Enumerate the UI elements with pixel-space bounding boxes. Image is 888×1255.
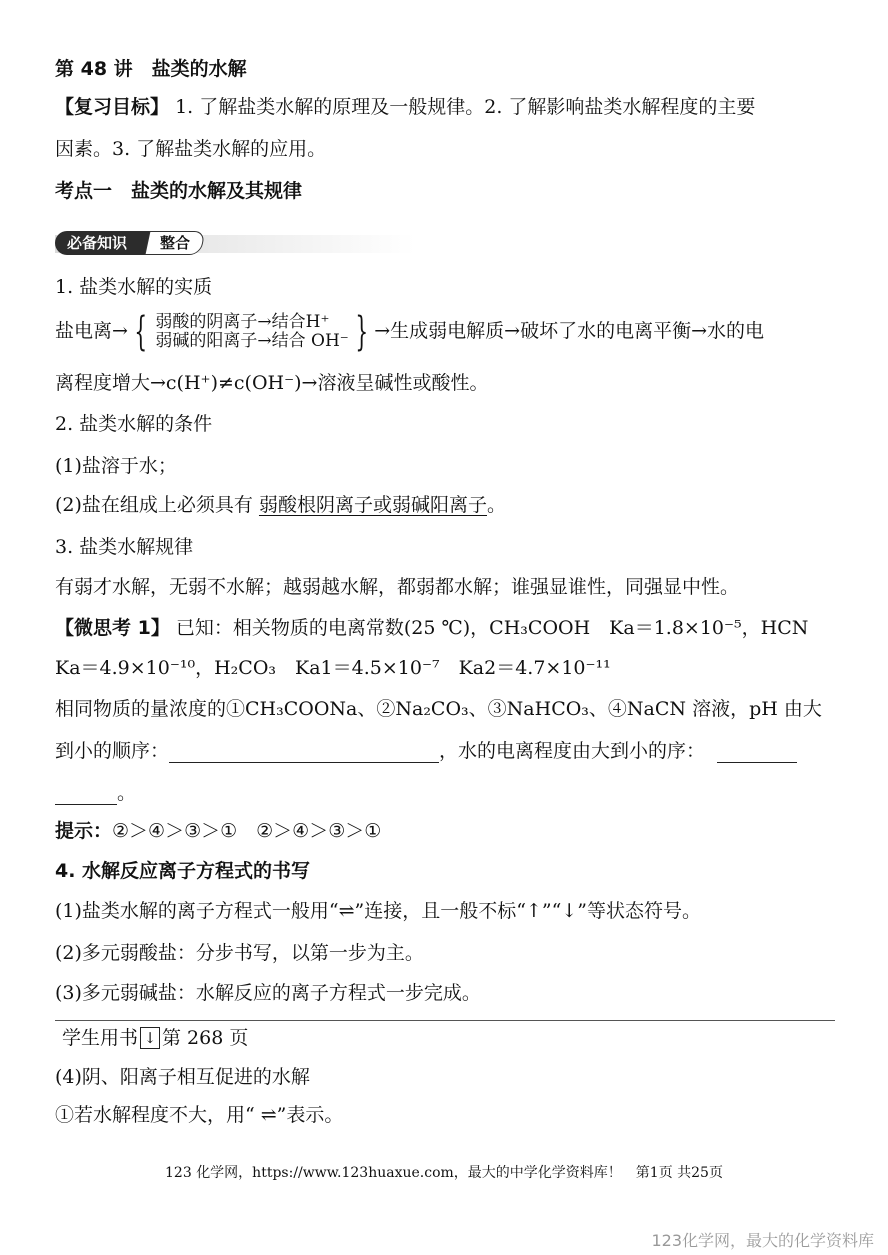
review-goal-label: 【复习目标】 (55, 96, 170, 118)
lecture-title: 第 48 讲 盐类的水解 (55, 58, 247, 80)
review-goal (55, 96, 755, 119)
sec1-line2: 离程度增大→c(H⁺)≠c(OH⁻)→溶液呈碱性或酸性。 (55, 372, 489, 394)
review-goal-line1: 1. 了解盐类水解的原理及一般规律。2. 了解影响盐类水解程度的主要 (175, 96, 756, 118)
sec4-item4: (4)阴、阳离子相互促进的水解 (55, 1066, 310, 1088)
left-brace-icon: { (134, 309, 148, 355)
sec4-title: 4. 水解反应离子方程式的书写 (55, 860, 311, 882)
ion-stack: 弱酸的阴离子→结合H⁺ 弱碱的阳离子→结合 OH⁻ (155, 312, 349, 351)
think-line4: 到小的顺序： ，水的电离程度由大到小的序： (55, 740, 797, 763)
sec4-item4-1: ①若水解程度不大，用“ ⇌”表示。 (55, 1104, 344, 1126)
sec1-prefix: 盐电离→ (55, 320, 128, 342)
think-line5: 。 (55, 782, 136, 805)
hint-text: ②＞④＞③＞① ②＞④＞③＞① (112, 820, 382, 842)
badge-light-label: 整合 (144, 231, 205, 255)
badge-dark-label: 必备知识 (55, 231, 151, 255)
kaodian-title: 考点一 盐类的水解及其规律 (55, 180, 303, 202)
divider (55, 1020, 835, 1021)
answer-blank-2a[interactable] (717, 742, 797, 763)
sec2-item1: (1)盐溶于水； (55, 455, 177, 477)
think-line1: 【微思考 1】 已知：相关物质的电离常数(25 ℃)，CH₃COOH Ka＝1.8×10⁻⁵，HCN (55, 617, 809, 639)
sec4-item1: (1)盐类水解的离子方程式一般用“⇌”连接，且一般不标“↑”“↓”等状态符号。 (55, 900, 701, 922)
sec1-title: 1. 盐类水解的实质 (55, 276, 213, 298)
sec1-suffix: →生成弱电解质→破坏了水的电离平衡→水的电 (374, 320, 764, 342)
hint-label: 提示： (55, 820, 113, 842)
page-footer: 123 化学网，https://www.123huaxue.com，最大的中学化学资料库！ 第1页 共25页 (165, 1165, 723, 1181)
down-arrow-icon: ↓ (140, 1027, 160, 1049)
think-label: 【微思考 1】 (55, 617, 170, 639)
student-book-ref: 学生用书 ↓ 第 268 页 (62, 1027, 249, 1049)
answer-blank-2b[interactable] (55, 784, 117, 805)
sec2-title: 2. 盐类水解的条件 (55, 413, 213, 435)
think-line2: Ka＝4.9×10⁻¹⁰，H₂CO₃ Ka1＝4.5×10⁻⁷ Ka2＝4.7×10⁻¹¹ (55, 657, 611, 679)
sec3-title: 3. 盐类水解规律 (55, 536, 194, 558)
review-goal-line2: 因素。3. 了解盐类水解的应用。 (55, 138, 327, 160)
sec4-item3: (3)多元弱碱盐：水解反应的离子方程式一步完成。 (55, 982, 481, 1004)
sec2-item2: (2)盐在组成上必须具有 弱酸根阴离子或弱碱阳离子。 (55, 494, 506, 516)
think-line3: 相同物质的量浓度的①CH₃COONa、②Na₂CO₃、③NaHCO₃、④NaCN 溶液，pH 由大 (55, 698, 822, 720)
answer-blank-1[interactable] (169, 742, 439, 763)
section-badge (55, 231, 415, 255)
sec1-line1 (55, 309, 764, 355)
hint (55, 820, 381, 843)
sec2-answer: 弱酸根阴离子或弱碱阳离子 (258, 494, 487, 516)
right-brace-icon: } (355, 309, 368, 355)
sec3-text: 有弱才水解，无弱不水解；越弱越水解，都弱都水解；谁强显谁性，同强显中性。 (55, 576, 740, 598)
watermark: 123化学网，最大的化学资料库 (651, 1231, 874, 1250)
sec4-item2: (2)多元弱酸盐：分步书写，以第一步为主。 (55, 942, 424, 964)
